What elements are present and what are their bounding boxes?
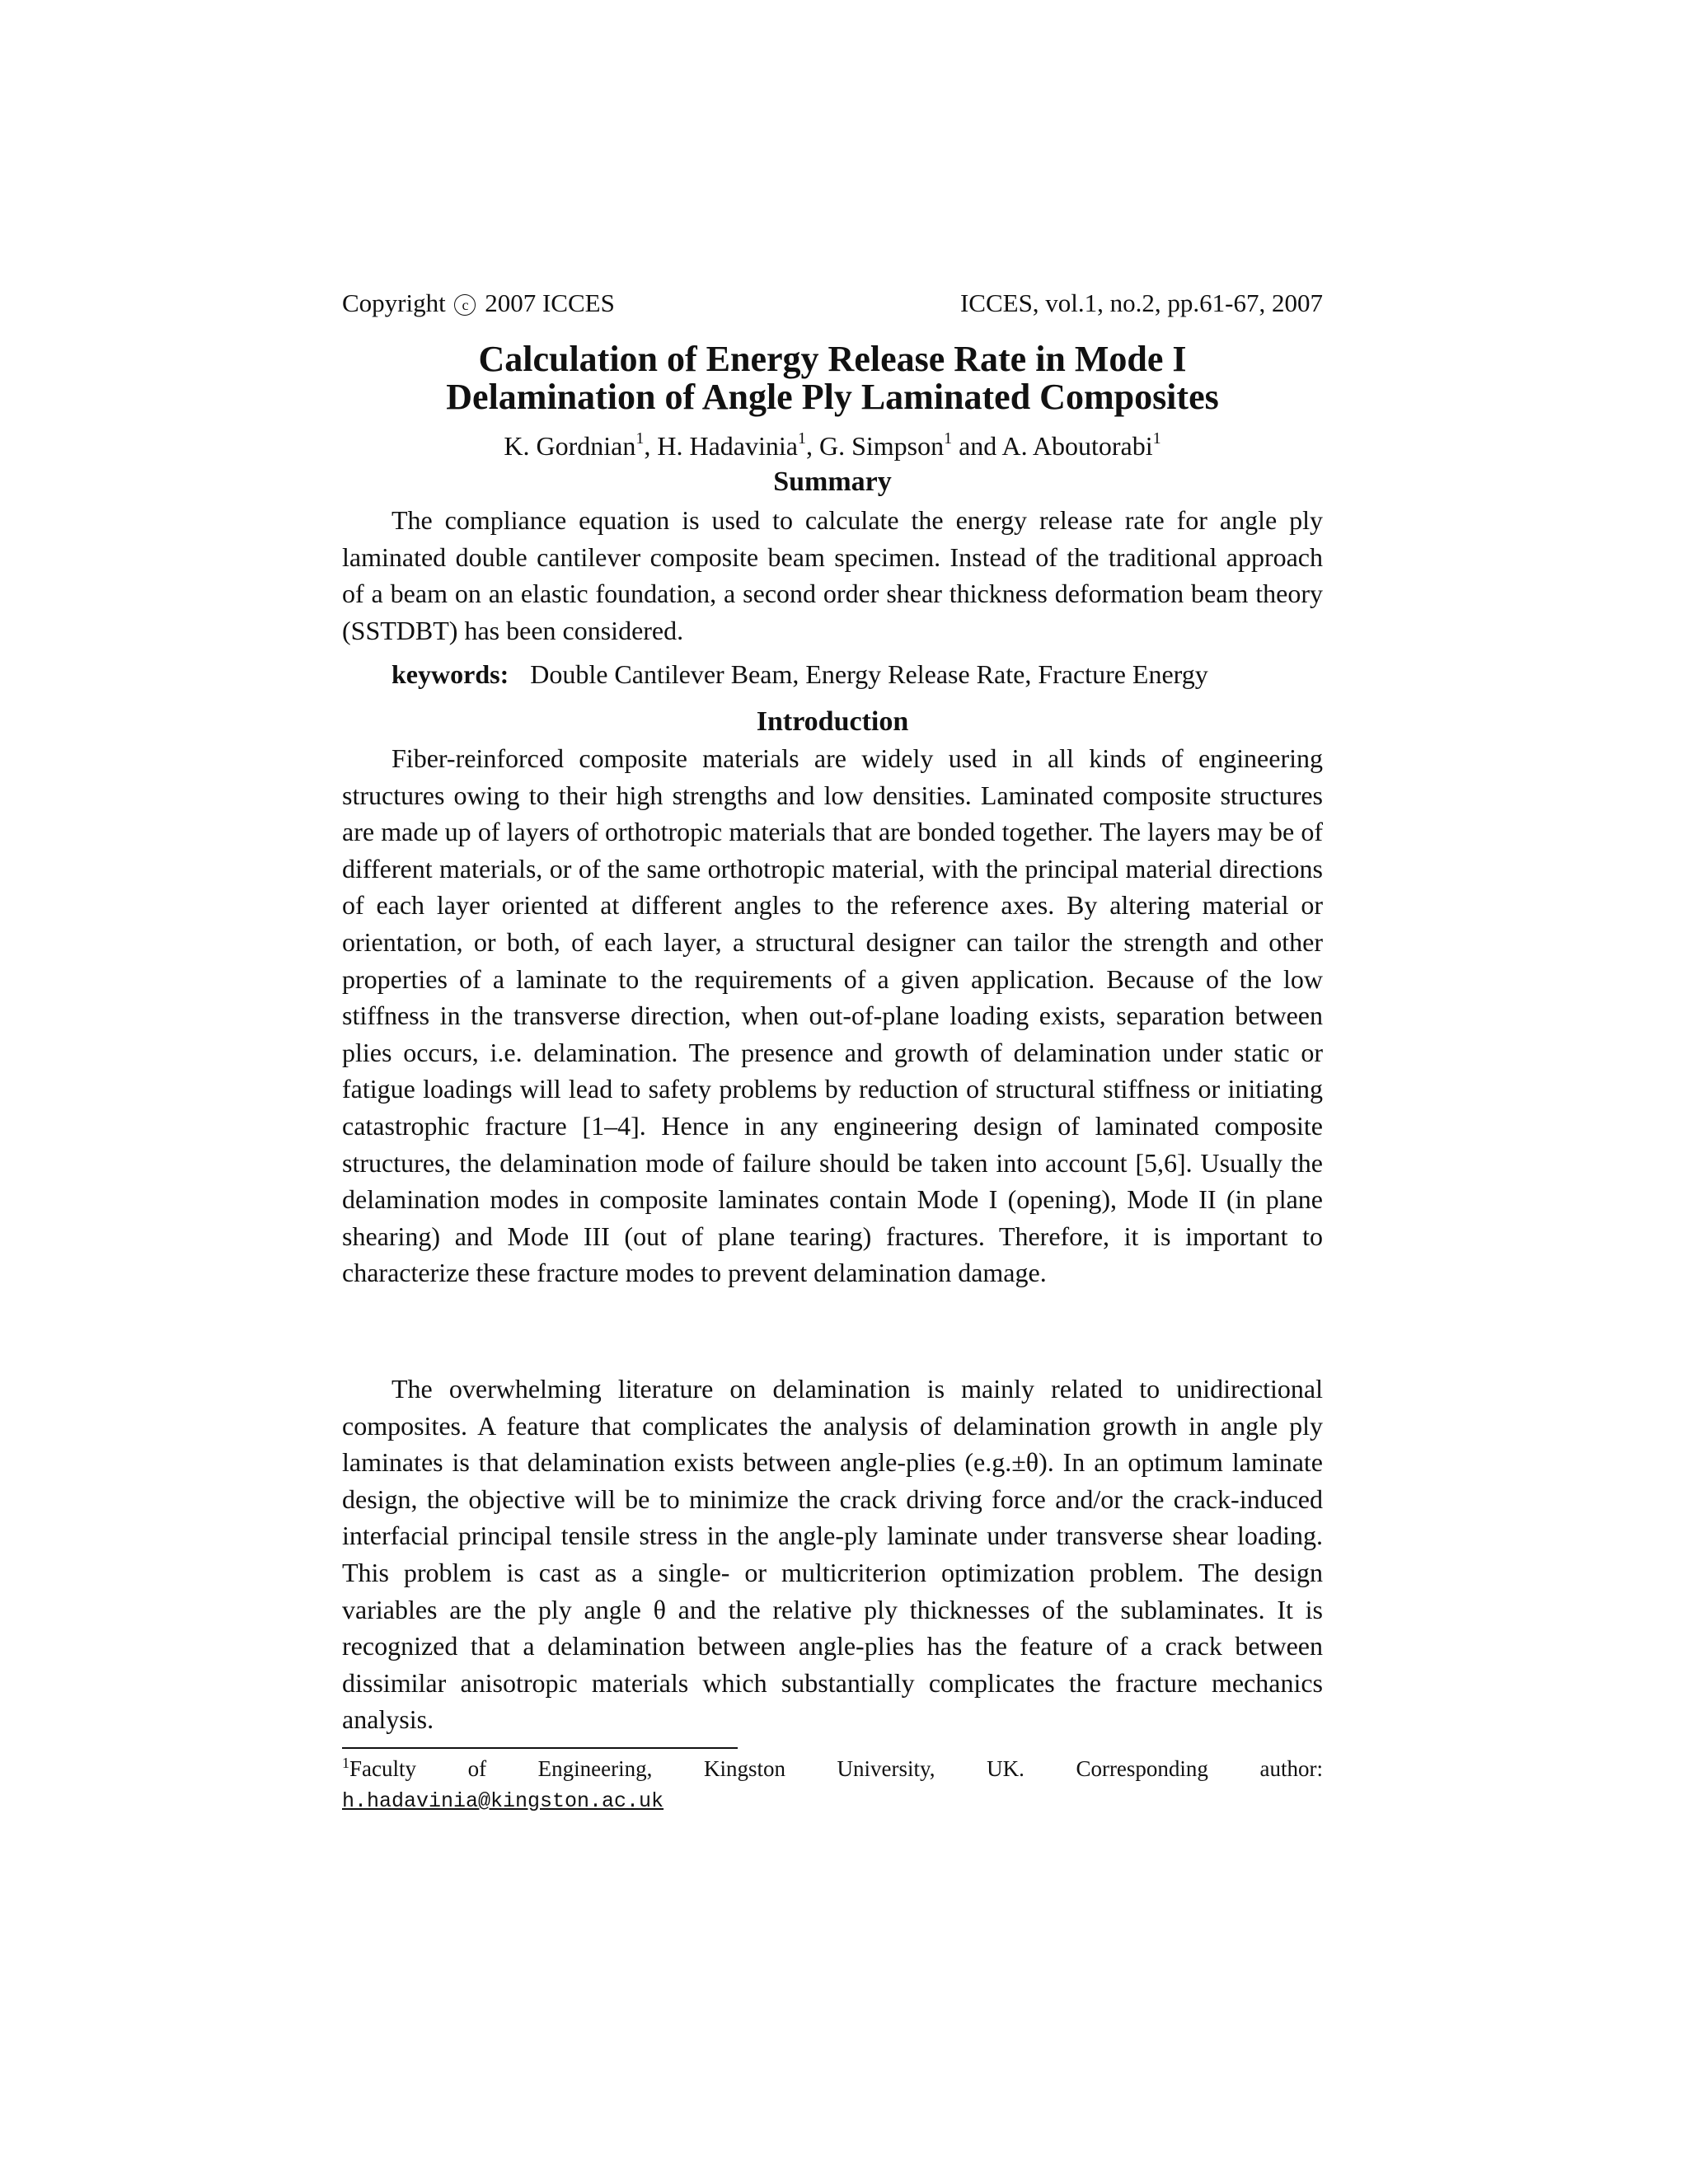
footnote-affiliation — [342, 1754, 1323, 1784]
author-list — [342, 429, 1323, 463]
affiliation-mark: 1 — [1152, 429, 1161, 448]
footnote-rule — [342, 1747, 738, 1749]
footnote-word: University, — [837, 1756, 935, 1781]
footnote — [342, 1754, 1323, 1816]
footnote-word-text: Faculty — [349, 1756, 416, 1781]
title-line-2: Delamination of Angle Ply Laminated Composites — [446, 377, 1219, 417]
author-name: K. Gordnian — [504, 431, 636, 461]
intro-paragraph-1: Fiber-reinforced composite materials are widely used in all kinds of engineering structures owing to their high strengths and low densities. Laminated composite structures are made up of layers of orthotropic materials that are bonded together. The layers may be of different materials, or of the same orthotropic material, with the principal material directions of each layer oriented at different angles to the reference axes. By altering material or orientation, or both, of each layer, a structural designer can tailor the strength and other properties of a laminate to the requirements of a given application. Because of the low stiffness in the transverse direction, when out-of-plane loading exists, separation between plies occurs, i.e. delamination. The presence and growth of delamination under static or fatigue loadings will lead to safety problems by reduction of structural stiffness or initiating catastrophic fracture [1–4]. Hence in any engineering design of laminated composite structures, the delamination mode of failure should be taken into account [5,6]. Usually the delamination modes in composite laminates contain Mode I (opening), Mode II (in plane shearing) and Mode III (out of plane tearing) fractures. Therefore, it is important to characterize these fracture modes to prevent delamination damage. — [342, 743, 1323, 1288]
author-separator: , — [644, 431, 658, 461]
author — [819, 431, 1002, 461]
footnote-word: Kingston — [703, 1756, 785, 1781]
copyright-suffix: 2007 ICCES — [485, 288, 615, 317]
intro-paragraph-2: The overwhelming literature on delamination is mainly related to unidirectional composites. A feature that complicates the analysis of delamination growth in angle ply laminates is that delamination exists between angle-plies (e.g.±θ). In an optimum laminate design, the objective will be to minimize the crack driving force and/or the crack-induced interfacial principal tensile stress in the angle-ply laminate under transverse shear loading. This problem is cast as a single- or multicriterion optimization problem. The design variables are the ply angle θ and the relative ply thicknesses of the sublaminates. It is recognized that a delamination between angle-plies has the feature of a crack between dissimilar anisotropic materials which substantially complicates the fracture mechanics analysis. — [342, 1374, 1323, 1735]
affiliation-mark: 1 — [944, 429, 953, 448]
author — [504, 431, 657, 461]
summary-heading: Summary — [773, 466, 892, 497]
author-separator: and — [952, 431, 1002, 461]
introduction-heading: Introduction — [756, 706, 909, 737]
footnote-email-line — [342, 1784, 1323, 1816]
affiliation-mark: 1 — [797, 429, 806, 448]
title-line-1: Calculation of Energy Release Rate in Mode I — [478, 339, 1187, 379]
copyright-notice — [342, 287, 615, 320]
copyright-symbol: c — [454, 294, 476, 316]
running-header — [342, 287, 1323, 320]
paper-title — [342, 340, 1323, 416]
journal-reference: ICCES, vol.1, no.2, pp.61-67, 2007 — [959, 288, 1323, 317]
summary-paragraph: The compliance equation is used to calculate the energy release rate for angle ply laminated double cantilever composite beam specimen. Instead of the traditional approach of a beam on an elastic foundation, a second order shear thickness deformation beam theory (SSTDBT) has been considered. — [342, 505, 1323, 645]
footnote-word: UK. — [987, 1756, 1025, 1781]
author-name: A. Aboutorabi — [1001, 431, 1153, 461]
author — [1002, 431, 1161, 461]
author — [657, 431, 819, 461]
author-name: G. Simpson — [818, 431, 945, 461]
keywords-label: keywords: — [392, 659, 509, 689]
keywords-text: Double Cantilever Beam, Energy Release Rate, Fracture Energy — [530, 659, 1208, 689]
author-email-link[interactable]: h.hadavinia@kingston.ac.uk — [342, 1789, 664, 1813]
footnote-word: of — [467, 1756, 487, 1781]
copyright-prefix: Copyright — [342, 288, 446, 317]
footnote-word: Corresponding — [1076, 1756, 1208, 1781]
keywords-line — [392, 657, 1323, 691]
footnote-word: author: — [1259, 1756, 1323, 1781]
footnote-mark: 1 — [342, 1755, 349, 1771]
affiliation-mark: 1 — [635, 429, 645, 448]
footnote-word — [342, 1754, 416, 1784]
author-separator: , — [805, 431, 819, 461]
author-name: H. Hadavinia — [657, 431, 798, 461]
footnote-word: Engineering, — [537, 1756, 653, 1781]
